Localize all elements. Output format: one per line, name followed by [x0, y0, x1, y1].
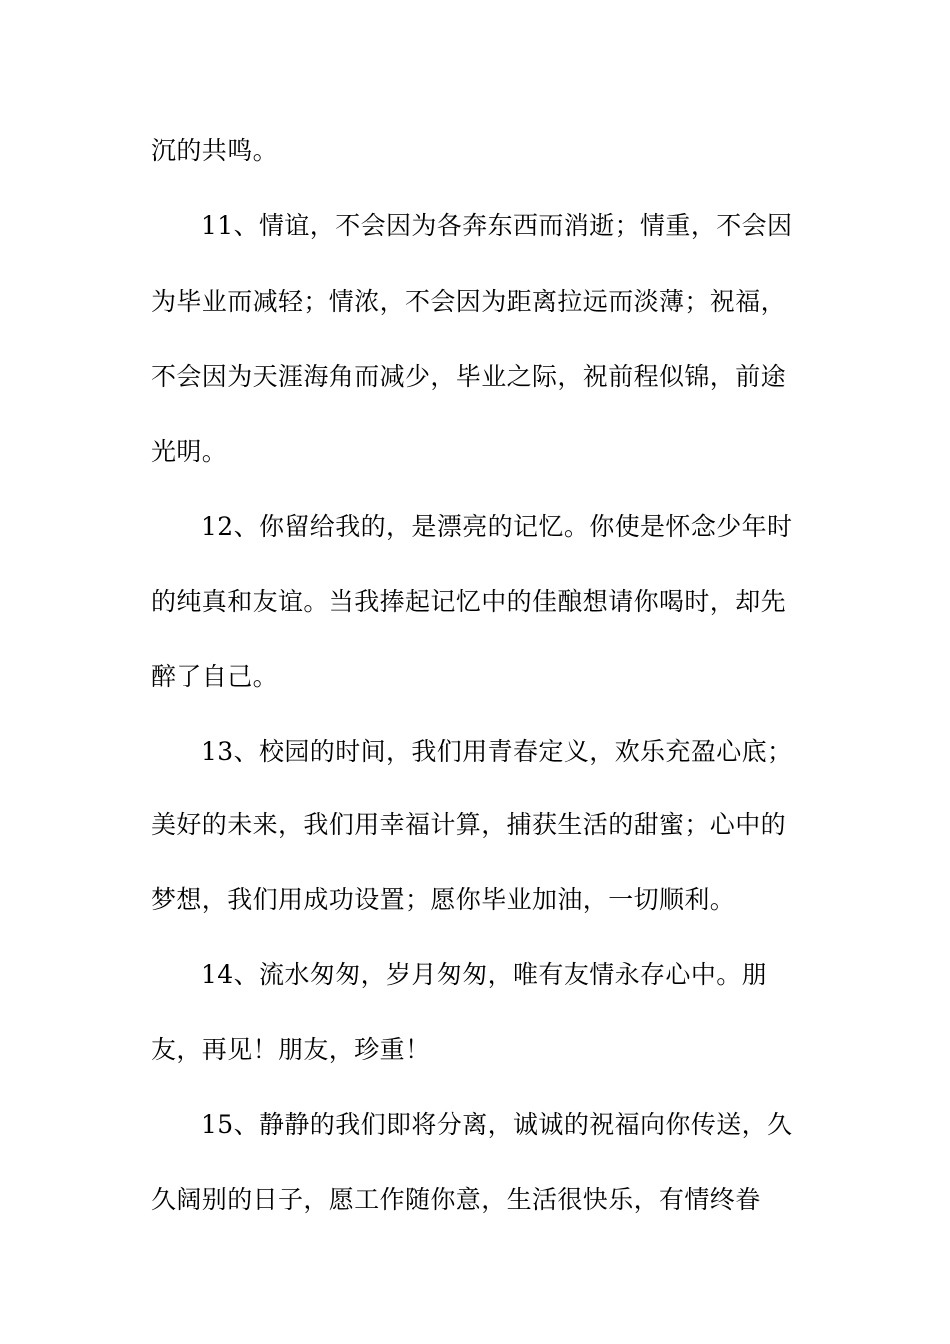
paragraph-12-line-2: 的纯真和友谊。当我捧起记忆中的佳酿想请你喝时，却先 — [151, 587, 787, 616]
paragraph-13-line-1: 13、校园的时间，我们用青春定义，欢乐充盈心底； — [201, 737, 793, 766]
paragraph-11-line-4: 光明。 — [151, 437, 228, 466]
paragraph-13-line-3: 梦想，我们用成功设置；愿你毕业加油，一切顺利。 — [151, 885, 736, 914]
paragraph-12-line-1: 12、你留给我的，是漂亮的记忆。你使是怀念少年时 — [201, 512, 793, 541]
paragraph-14-line-2: 友，再见！朋友，珍重！ — [151, 1035, 431, 1064]
paragraph-15-line-2: 久阔别的日子，愿工作随你意，生活很快乐，有情终眷 — [151, 1185, 761, 1214]
paragraph-11-line-2: 为毕业而减轻；情浓，不会因为距离拉远而淡薄；祝福， — [151, 287, 787, 316]
paragraph-13-line-2: 美好的未来，我们用幸福计算，捕获生活的甜蜜；心中的 — [151, 810, 787, 839]
paragraph-14-line-1: 14、流水匆匆，岁月匆匆，唯有友情永存心中。朋 — [201, 960, 768, 989]
paragraph-12-line-3: 醉了自己。 — [151, 662, 279, 691]
paragraph-11-line-3: 不会因为天涯海角而减少，毕业之际，祝前程似锦，前途 — [151, 362, 787, 391]
text-line: 沉的共鸣。 — [151, 136, 279, 165]
paragraph-11-line-1: 11、情谊，不会因为各奔东西而消逝；情重，不会因 — [201, 211, 793, 240]
paragraph-15-line-1: 15、静静的我们即将分离，诚诚的祝福向你传送，久 — [201, 1110, 793, 1139]
